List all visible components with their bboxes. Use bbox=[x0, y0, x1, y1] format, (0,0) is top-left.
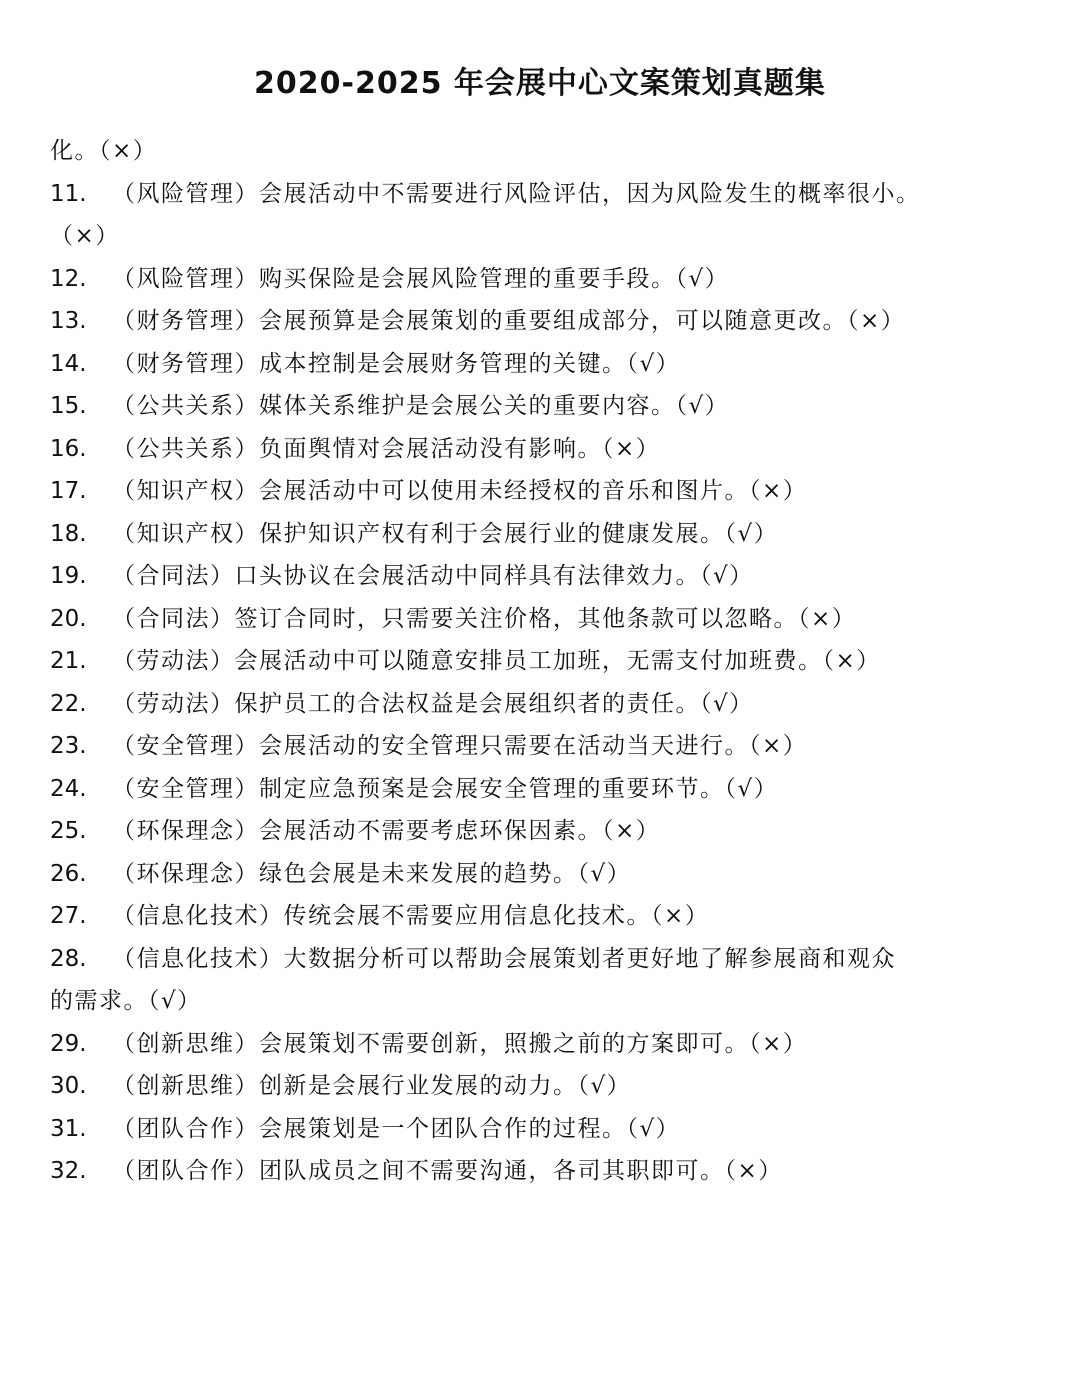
item-number: 17. bbox=[50, 478, 87, 504]
item-text: （风险管理）会展活动中不需要进行风险评估，因为风险发生的概率很小。 bbox=[112, 180, 921, 207]
item-number: 28. bbox=[50, 945, 87, 972]
item-text: （公共关系）媒体关系维护是会展公关的重要内容。（√） bbox=[112, 393, 730, 419]
question-item bbox=[50, 725, 1050, 768]
item-text: （安全管理）会展活动的安全管理只需要在活动当天进行。（×） bbox=[112, 733, 808, 759]
item-number: 27. bbox=[50, 903, 87, 929]
item-text: （财务管理）成本控制是会展财务管理的关键。（√） bbox=[112, 350, 681, 377]
question-item bbox=[50, 1065, 1050, 1108]
item-number: 24. bbox=[50, 775, 87, 802]
item-number: 21. bbox=[50, 648, 87, 674]
item-text: （环保理念）绿色会展是未来发展的趋势。（√） bbox=[112, 860, 632, 887]
question-item bbox=[50, 173, 1050, 258]
question-item bbox=[50, 853, 1050, 896]
item-number: 13. bbox=[50, 308, 87, 334]
item-text: （信息化技术）传统会展不需要应用信息化技术。（×） bbox=[112, 903, 710, 929]
item-text: （创新思维）会展策划不需要创新，照搬之前的方案即可。（×） bbox=[112, 1030, 808, 1057]
question-item bbox=[50, 1150, 1050, 1193]
question-item bbox=[50, 640, 1050, 683]
item-text: （合同法）签订合同时，只需要关注价格，其他条款可以忽略。（×） bbox=[112, 605, 857, 632]
question-item bbox=[50, 300, 1050, 343]
item-number: 23. bbox=[50, 733, 87, 759]
item-number: 11. bbox=[50, 180, 87, 207]
question-item bbox=[50, 258, 1050, 301]
question-item bbox=[50, 428, 1050, 471]
item-text: （风险管理）购买保险是会展风险管理的重要手段。（√） bbox=[112, 265, 730, 292]
item-text: （公共关系）负面舆情对会展活动没有影响。（×） bbox=[112, 435, 661, 462]
item-text: （合同法）口头协议在会展活动中同样具有法律效力。（√） bbox=[112, 563, 754, 589]
question-item bbox=[50, 1108, 1050, 1151]
question-item bbox=[50, 1023, 1050, 1066]
question-item bbox=[50, 513, 1050, 556]
item-text: （知识产权）会展活动中可以使用未经授权的音乐和图片。（×） bbox=[112, 478, 808, 504]
item-text: （信息化技术）大数据分析可以帮助会展策划者更好地了解参展商和观众 bbox=[112, 945, 896, 972]
item-text: （劳动法）保护员工的合法权益是会展组织者的责任。（√） bbox=[112, 690, 754, 717]
item-continuation: （×） bbox=[50, 223, 120, 249]
item-number: 25. bbox=[50, 818, 87, 844]
item-number: 16. bbox=[50, 435, 87, 462]
item-text: （劳动法）会展活动中可以随意安排员工加班，无需支付加班费。（×） bbox=[112, 648, 881, 674]
item-number: 18. bbox=[50, 520, 87, 547]
item-text: （安全管理）制定应急预案是会展安全管理的重要环节。（√） bbox=[112, 775, 779, 802]
question-item bbox=[50, 555, 1050, 598]
question-list bbox=[50, 130, 1050, 1193]
continued-line: 化。（×） bbox=[50, 138, 158, 164]
item-text: （知识产权）保护知识产权有利于会展行业的健康发展。（√） bbox=[112, 520, 779, 547]
item-number: 14. bbox=[50, 350, 87, 377]
question-item bbox=[50, 810, 1050, 853]
question-item bbox=[50, 768, 1050, 811]
item-number: 12. bbox=[50, 265, 87, 292]
item-number: 26. bbox=[50, 860, 87, 887]
item-text: （团队合作）团队成员之间不需要沟通，各司其职即可。（×） bbox=[112, 1158, 783, 1184]
document-title: 2020-2025 年会展中心文案策划真题集 bbox=[254, 66, 826, 101]
question-item bbox=[50, 895, 1050, 938]
item-number: 19. bbox=[50, 563, 87, 589]
item-number: 20. bbox=[50, 605, 87, 632]
item-number: 22. bbox=[50, 690, 87, 717]
item-text: （环保理念）会展活动不需要考虑环保因素。（×） bbox=[112, 818, 661, 844]
item-text: （团队合作）会展策划是一个团队合作的过程。（√） bbox=[112, 1115, 681, 1142]
item-number: 32. bbox=[50, 1158, 87, 1184]
question-item bbox=[50, 470, 1050, 513]
question-item bbox=[50, 385, 1050, 428]
question-item bbox=[50, 683, 1050, 726]
item-text: （创新思维）创新是会展行业发展的动力。（√） bbox=[112, 1073, 632, 1099]
item-continuation: 的需求。（√） bbox=[50, 988, 202, 1014]
question-item bbox=[50, 343, 1050, 386]
item-number: 29. bbox=[50, 1030, 87, 1057]
item-text: （财务管理）会展预算是会展策划的重要组成部分，可以随意更改。（×） bbox=[112, 308, 906, 334]
item-number: 30. bbox=[50, 1073, 87, 1099]
question-item bbox=[50, 598, 1050, 641]
item-number: 15. bbox=[50, 393, 87, 419]
question-item bbox=[50, 938, 1050, 1023]
item-number: 31. bbox=[50, 1115, 87, 1142]
